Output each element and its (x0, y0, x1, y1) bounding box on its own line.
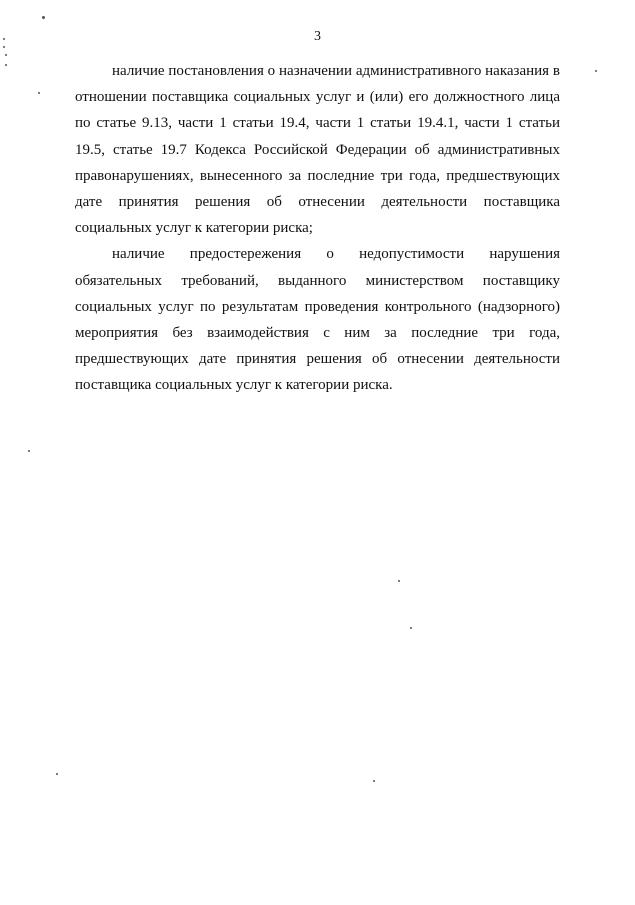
scan-speck (42, 16, 45, 19)
paragraph-warning-notice: наличие предостережения о недопустимости нарушения обязательных требований, выданного министерством поставщику социальных услуг по результатам проведения контрольного (надзорного) мероприятия без взаимодействия с ним за последние три года, предшествующих дате принятия решения об отнесении деятельности поставщика социальных услуг к категории риска. (75, 246, 560, 394)
scan-speck (3, 38, 5, 40)
paragraph-administrative-penalty: наличие постановления о назначении административного наказания в отношении поставщика социальных услуг и (или) его должностного лица по статье 9.13, части 1 статьи 19.4, части 1 статьи 19.4.1, части 1 статьи 19.5, статье 19.7 Кодекса Российской Федерации об административных правонарушениях, вынесенного за последние три года, предшествующих дате принятия решения об отнесении деятельности поставщика социальных услуг к категории риска; (75, 63, 560, 237)
scan-speck (28, 450, 30, 452)
scan-speck (398, 580, 400, 582)
scan-speck (56, 773, 58, 775)
document-body (75, 58, 560, 399)
scan-speck (5, 64, 7, 66)
scan-speck (410, 627, 412, 629)
page-number: 3 (314, 29, 321, 44)
scan-speck (595, 70, 597, 72)
scan-speck (5, 54, 7, 56)
scan-speck (373, 780, 375, 782)
scan-speck (3, 46, 5, 48)
scan-speck (38, 92, 40, 94)
